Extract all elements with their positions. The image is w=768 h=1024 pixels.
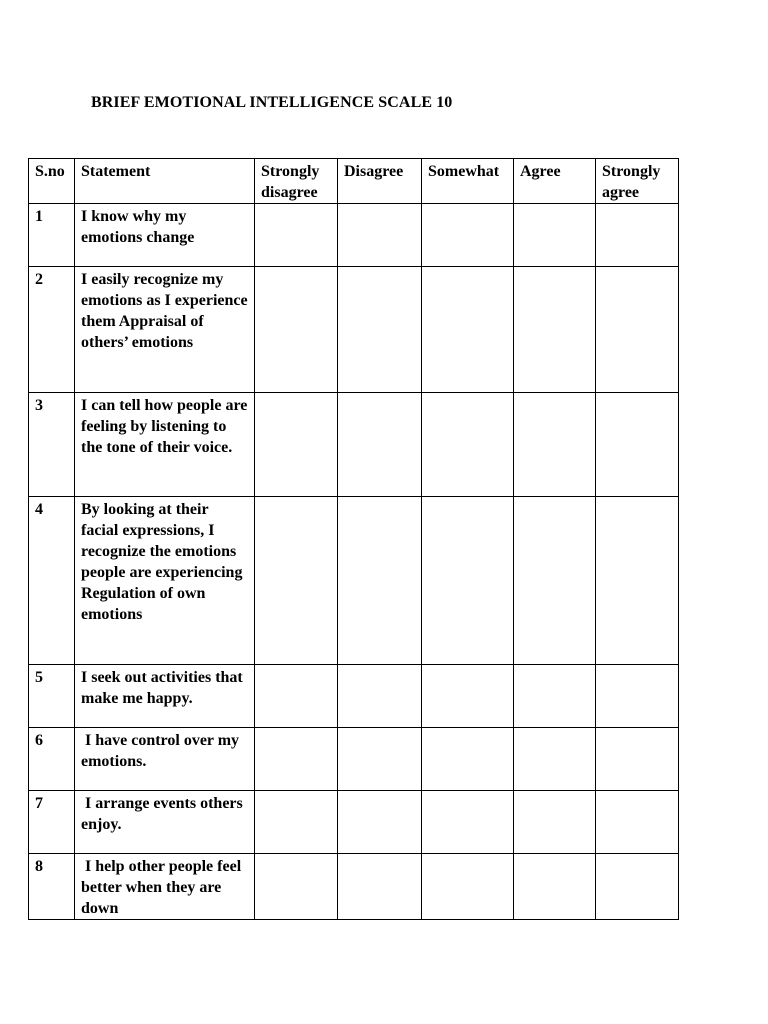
rating-cell-strongly-disagree[interactable] — [255, 728, 338, 791]
document-title: BRIEF EMOTIONAL INTELLIGENCE SCALE 10 — [91, 94, 453, 111]
rating-cell-strongly-disagree[interactable] — [255, 497, 338, 665]
rating-cell-agree[interactable] — [514, 204, 596, 267]
rating-cell-somewhat[interactable] — [422, 728, 514, 791]
rating-cell-agree[interactable] — [514, 665, 596, 728]
rating-cell-somewhat[interactable] — [422, 665, 514, 728]
scale-table — [28, 158, 679, 920]
rating-cell-somewhat[interactable] — [422, 267, 514, 393]
rating-cell-somewhat[interactable] — [422, 204, 514, 267]
row-statement: I have control over my emotions. — [75, 728, 255, 791]
table-row — [29, 665, 679, 728]
rating-cell-somewhat[interactable] — [422, 497, 514, 665]
rating-cell-strongly-agree[interactable] — [596, 267, 679, 393]
header-somewhat: Somewhat — [422, 159, 514, 204]
rating-cell-disagree[interactable] — [338, 204, 422, 267]
row-number: 6 — [29, 728, 75, 791]
rating-cell-disagree[interactable] — [338, 497, 422, 665]
table-row — [29, 497, 679, 665]
table-row — [29, 854, 679, 920]
header-agree: Agree — [514, 159, 596, 204]
rating-cell-strongly-disagree[interactable] — [255, 791, 338, 854]
rating-cell-strongly-disagree[interactable] — [255, 393, 338, 497]
rating-cell-strongly-disagree[interactable] — [255, 854, 338, 920]
row-number: 7 — [29, 791, 75, 854]
rating-cell-somewhat[interactable] — [422, 854, 514, 920]
rating-cell-strongly-agree[interactable] — [596, 728, 679, 791]
header-strongly-agree: Strongly agree — [596, 159, 679, 204]
row-statement: I seek out activities that make me happy. — [75, 665, 255, 728]
row-number: 3 — [29, 393, 75, 497]
table-row — [29, 204, 679, 267]
table-row — [29, 791, 679, 854]
row-statement: I can tell how people are feeling by listening to the tone of their voice. — [75, 393, 255, 497]
header-statement: Statement — [75, 159, 255, 204]
row-statement: I help other people feel better when they are down — [75, 854, 255, 920]
rating-cell-disagree[interactable] — [338, 854, 422, 920]
rating-cell-somewhat[interactable] — [422, 393, 514, 497]
row-statement: I easily recognize my emotions as I experience them Appraisal of others’ emotions — [75, 267, 255, 393]
rating-cell-agree[interactable] — [514, 791, 596, 854]
row-statement: By looking at their facial expressions, I recognize the emotions people are experiencing Regulation of own emotions — [75, 497, 255, 665]
rating-cell-disagree[interactable] — [338, 728, 422, 791]
rating-cell-strongly-agree[interactable] — [596, 204, 679, 267]
row-number: 2 — [29, 267, 75, 393]
table-row — [29, 393, 679, 497]
rating-cell-agree[interactable] — [514, 393, 596, 497]
row-statement: I arrange events others enjoy. — [75, 791, 255, 854]
rating-cell-strongly-disagree[interactable] — [255, 665, 338, 728]
rating-cell-strongly-disagree[interactable] — [255, 204, 338, 267]
row-number: 5 — [29, 665, 75, 728]
row-statement: I know why my emotions change — [75, 204, 255, 267]
row-number: 4 — [29, 497, 75, 665]
rating-cell-agree[interactable] — [514, 854, 596, 920]
rating-cell-strongly-disagree[interactable] — [255, 267, 338, 393]
table-row — [29, 728, 679, 791]
rating-cell-strongly-agree[interactable] — [596, 393, 679, 497]
rating-cell-somewhat[interactable] — [422, 791, 514, 854]
rating-cell-disagree[interactable] — [338, 393, 422, 497]
rating-cell-agree[interactable] — [514, 267, 596, 393]
rating-cell-agree[interactable] — [514, 497, 596, 665]
rating-cell-disagree[interactable] — [338, 665, 422, 728]
table-header-row — [29, 159, 679, 204]
table-row — [29, 267, 679, 393]
row-number: 8 — [29, 854, 75, 920]
header-sno: S.no — [29, 159, 75, 204]
rating-cell-strongly-agree[interactable] — [596, 791, 679, 854]
rating-cell-strongly-agree[interactable] — [596, 665, 679, 728]
header-strongly-disagree: Strongly disagree — [255, 159, 338, 204]
rating-cell-strongly-agree[interactable] — [596, 497, 679, 665]
row-number: 1 — [29, 204, 75, 267]
header-disagree: Disagree — [338, 159, 422, 204]
rating-cell-agree[interactable] — [514, 728, 596, 791]
rating-cell-strongly-agree[interactable] — [596, 854, 679, 920]
rating-cell-disagree[interactable] — [338, 267, 422, 393]
rating-cell-disagree[interactable] — [338, 791, 422, 854]
